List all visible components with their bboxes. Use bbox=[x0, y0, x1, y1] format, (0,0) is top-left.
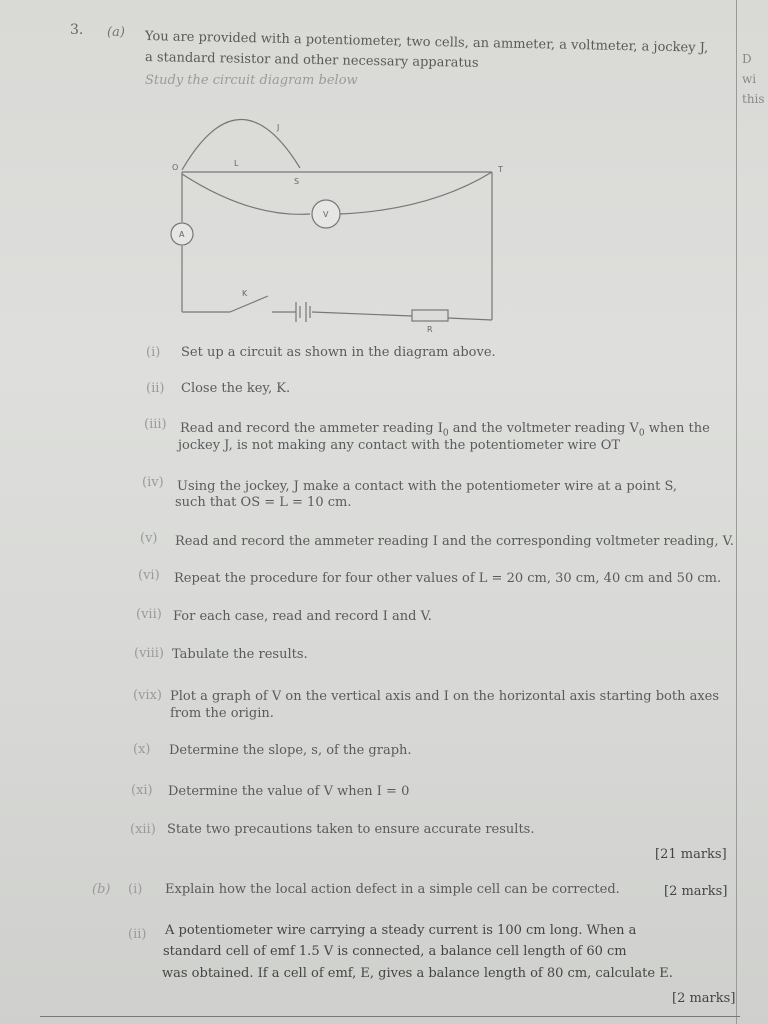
margin-note-3: this bbox=[742, 92, 765, 106]
label-v: V bbox=[323, 210, 329, 219]
step-1-number: (i) bbox=[146, 345, 161, 360]
step-3-number: (iii) bbox=[144, 417, 167, 432]
step-7-text: For each case, read and record I and V. bbox=[173, 609, 432, 624]
cells-symbol bbox=[296, 302, 310, 322]
part-a-marks: [21 marks] bbox=[655, 847, 727, 862]
circuit-diagram bbox=[160, 110, 530, 345]
step-10-number: (x) bbox=[133, 742, 151, 757]
intro-line-1: You are provided with a potentiometer, two cells, an ammeter, a voltmeter, a jockey J, bbox=[144, 29, 709, 56]
part-b-q2-line-2: standard cell of emf 1.5 V is connected, a balance cell length of 60 cm bbox=[163, 944, 627, 959]
part-b-q2-marks: [2 marks] bbox=[672, 991, 736, 1006]
label-l: L bbox=[234, 159, 239, 168]
step-3-text-line-2: jockey J, is not making any contact with the potentiometer wire OT bbox=[178, 438, 621, 453]
label-j: J bbox=[277, 123, 280, 132]
step-2-text: Close the key, K. bbox=[181, 381, 291, 396]
jockey-arc bbox=[182, 119, 300, 170]
key-switch bbox=[230, 296, 268, 312]
step-6-number: (vi) bbox=[138, 568, 160, 583]
step-4-text: Using the jockey, J make a contact with the potentiometer wire at a point S, bbox=[177, 479, 678, 494]
step-2-number: (ii) bbox=[146, 381, 165, 396]
margin-note-1: D bbox=[742, 52, 752, 66]
step-5-number: (v) bbox=[140, 531, 158, 546]
intro-line-3: Study the circuit diagram below bbox=[145, 73, 358, 88]
step-11-number: (xi) bbox=[131, 783, 153, 798]
step-12-text: State two precautions taken to ensure accurate results. bbox=[167, 822, 535, 837]
label-s: S bbox=[294, 177, 300, 186]
step-9-text: Plot a graph of V on the vertical axis and I on the horizontal axis starting both axes bbox=[170, 689, 720, 704]
label-a: A bbox=[179, 230, 185, 239]
bottom-rule bbox=[40, 1016, 740, 1017]
step-5-text: Read and record the ammeter reading I and the corresponding voltmeter reading, V. bbox=[175, 534, 734, 549]
part-b-q1-text: Explain how the local action defect in a simple cell can be corrected. bbox=[165, 882, 620, 897]
part-b-label: (b) bbox=[92, 882, 111, 897]
part-b-q1-number: (i) bbox=[128, 882, 143, 897]
intro-line-2: a standard resistor and other necessary apparatus bbox=[144, 50, 479, 71]
question-number: 3. bbox=[70, 22, 84, 38]
part-a-label: (a) bbox=[107, 25, 125, 40]
label-r: R bbox=[427, 325, 433, 334]
step-8-number: (viii) bbox=[134, 646, 164, 661]
step-10-text: Determine the slope, s, of the graph. bbox=[169, 743, 412, 758]
step-12-number: (xii) bbox=[130, 822, 156, 837]
part-b-q1-marks: [2 marks] bbox=[664, 884, 728, 899]
margin-note-2: wi bbox=[742, 72, 757, 86]
step-3-text: Read and record the ammeter reading $I_0$ and the voltmeter reading $V_0$ when the bbox=[180, 421, 710, 439]
resistor-symbol bbox=[412, 310, 448, 321]
step-8-text: Tabulate the results. bbox=[172, 647, 308, 662]
step-6-text: Repeat the procedure for four other values of L = 20 cm, 30 cm, 40 cm and 50 cm. bbox=[174, 571, 722, 586]
label-k: K bbox=[242, 289, 248, 298]
step-7-number: (vii) bbox=[136, 607, 162, 622]
label-t: T bbox=[498, 165, 503, 174]
part-b-q2-line-1: A potentiometer wire carrying a steady current is 100 cm long. When a bbox=[165, 923, 637, 938]
label-o: O bbox=[172, 163, 179, 172]
step-4-text-line-2: such that OS = L = 10 cm. bbox=[175, 495, 352, 510]
part-b-q2-line-3: was obtained. If a cell of emf, E, gives a balance length of 80 cm, calculate E. bbox=[162, 966, 673, 981]
step-11-text: Determine the value of V when I = 0 bbox=[168, 784, 410, 799]
part-b-q2-number: (ii) bbox=[128, 927, 147, 942]
step-1-text: Set up a circuit as shown in the diagram above. bbox=[181, 345, 496, 360]
step-9-text-line-2: from the origin. bbox=[170, 706, 274, 721]
step-9-number: (vix) bbox=[133, 688, 162, 703]
margin-rule bbox=[736, 0, 737, 1024]
step-4-number: (iv) bbox=[142, 475, 164, 490]
